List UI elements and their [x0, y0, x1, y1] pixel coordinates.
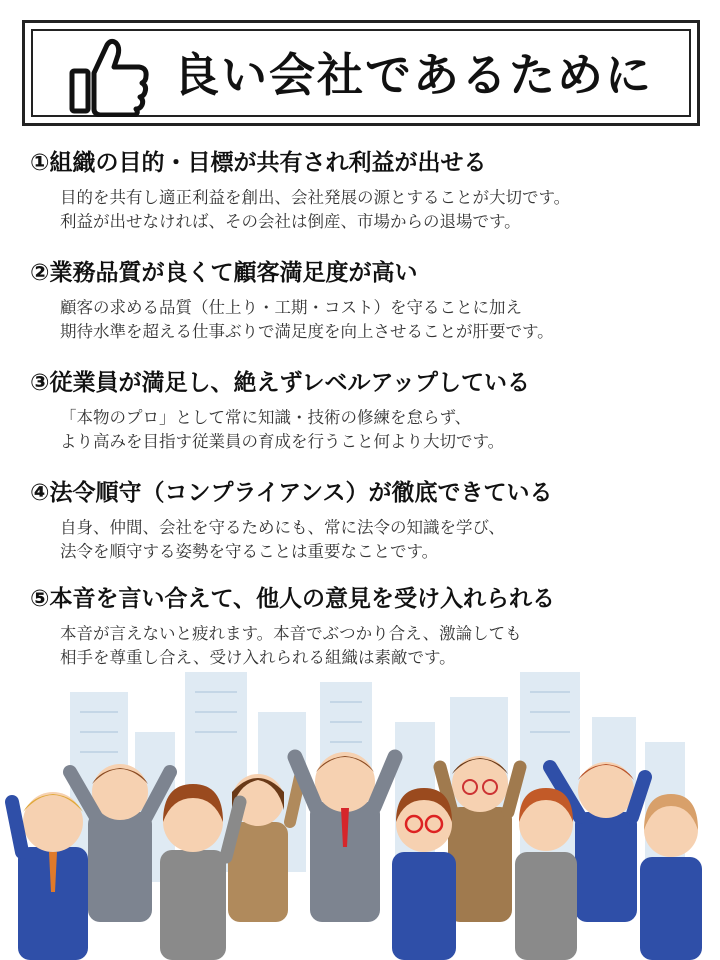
title-banner	[22, 20, 700, 126]
section-heading: ④法令順守（コンプライアンス）が徹底できている	[30, 480, 553, 506]
body-line: 自身、仲間、会社を守るためにも、常に法令の知識を学び、	[60, 518, 505, 537]
cheering-team-illustration	[0, 672, 720, 960]
section-5	[30, 584, 710, 670]
body-line: 顧客の求める品質（仕上り・工期・コスト）を守ることに加え	[60, 298, 522, 317]
person-front-3	[392, 788, 456, 960]
section-body	[60, 622, 710, 670]
section-2	[30, 258, 710, 344]
body-line: 法令を順守する姿勢を守ることは重要なことです。	[60, 542, 439, 561]
person-front-5	[640, 794, 702, 960]
body-line: 「本物のプロ」として常に知識・技術の修練を怠らず、	[60, 408, 472, 427]
section-3	[30, 368, 710, 454]
section-heading: ①組織の目的・目標が共有され利益が出せる	[30, 150, 487, 176]
body-line: 目的を共有し適正利益を創出、会社発展の源とすることが大切です。	[60, 188, 571, 207]
section-body	[60, 296, 710, 344]
thumbs-up-icon	[67, 37, 151, 117]
section-4	[30, 478, 710, 564]
page-title: 良い会社であるために	[173, 48, 653, 102]
person-front-1	[12, 792, 88, 960]
section-body	[60, 186, 710, 234]
section-heading: ③従業員が満足し、絶えずレベルアップしている	[30, 370, 530, 396]
person-front-4	[515, 788, 577, 960]
section-body	[60, 406, 710, 454]
section-body	[60, 516, 710, 564]
body-line: 期待水準を超える仕事ぶりで満足度を向上させることが肝要です。	[60, 322, 554, 341]
body-line: 利益が出せなければ、その会社は倒産、市場からの退場です。	[60, 212, 521, 231]
section-heading: ⑤本音を言い合えて、他人の意見を受け入れられる	[30, 586, 556, 612]
person-back-3	[295, 752, 395, 922]
section-1	[30, 148, 710, 234]
section-heading: ②業務品質が良くて顧客満足度が高い	[30, 260, 418, 286]
body-line: より高みを目指す従業員の育成を行うこと何より大切です。	[60, 432, 505, 451]
body-line: 本音が言えないと疲れます。本音でぶつかり合え、激論しても	[60, 624, 522, 643]
body-line: 相手を尊重し合え、受け入れられる組織は素敵です。	[60, 648, 456, 667]
